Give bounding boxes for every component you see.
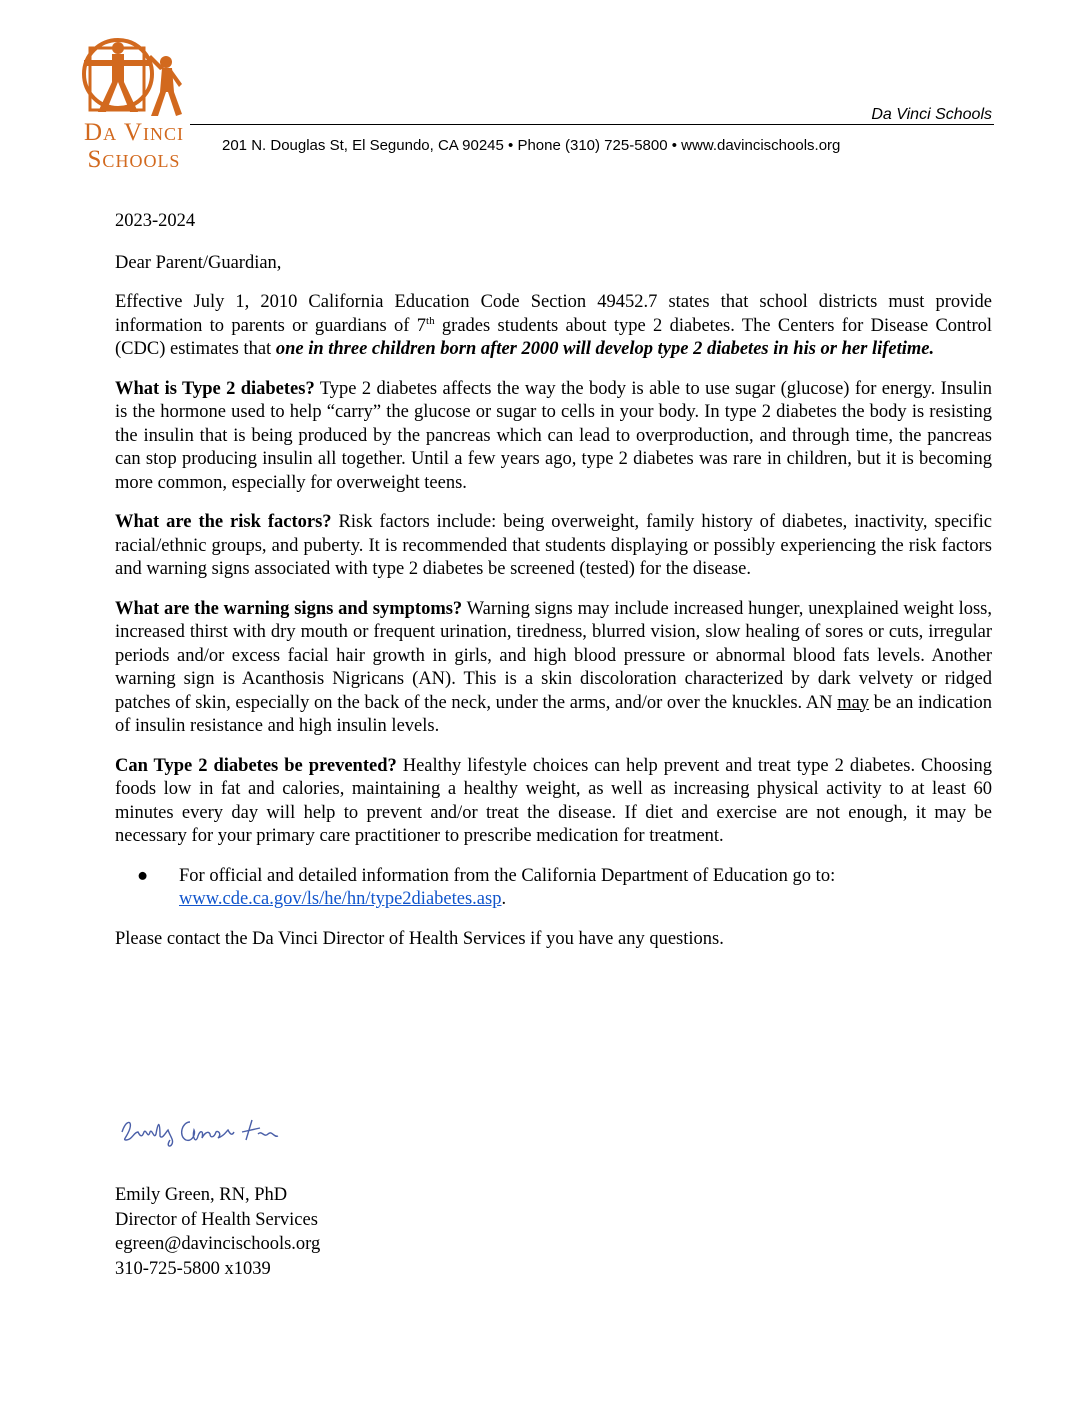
letter-body [115, 210, 992, 967]
bullet-item [137, 865, 992, 912]
section-warning-signs [115, 598, 992, 739]
signer-name: Emily Green, RN, PhD [115, 1185, 288, 1205]
section-body: Warning signs may include increased hunger, unexplained weight loss, increased thirst with dry mouth or frequent urination, tiredness, blurred vision, slow healing of sores or cuts, irregular periods and/or excess facial hair growth in girls, and high blood pressure or abnormal blood fats levels. Another warning sign is Acanthosis Nigricans (AN). This is a skin discoloration characterized by dark velvety or ridged patches of skin, especially on the back of the neck, under the arms, and/or over the knuckles. AN [115, 598, 993, 713]
intro-paragraph [115, 291, 992, 362]
intro-superscript: th [426, 314, 435, 327]
signer-phone: 310-725-5800 x1039 [115, 1258, 271, 1279]
underlined-word: may [837, 692, 870, 713]
section-risk-factors [115, 511, 992, 582]
intro-emphasis: one in three children born after 2000 will develop type 2 diabetes in his or her lifetime. [275, 339, 935, 359]
section-body: Healthy lifestyle choices can help prevent and treat type 2 diabetes. Choosing foods low in fat and calories, maintaining a healthy weight, as well as increasing physical activity to at least 60 minutes every day will help to prevent and/or treat the disease. If diet and exercise are not enough, it may be necessary for your primary care practitioner to prescribe medication for treatment. [115, 755, 992, 846]
section-prevention [115, 755, 992, 849]
signer-email: egreen@davincischools.org [115, 1234, 321, 1254]
header-org-name: Da Vinci Schools [871, 106, 992, 123]
section-heading: What is Type 2 diabetes? [115, 378, 315, 399]
salutation: Dear Parent/Guardian, [115, 252, 282, 273]
header-address: 201 N. Douglas St, El Segundo, CA 90245 • Phone (310) 725-5800 • www.davincischools.org [222, 137, 841, 154]
signature-icon [118, 1110, 298, 1150]
bullet-text-block [179, 865, 992, 912]
letter-year: 2023-2024 [115, 211, 196, 231]
section-heading: Can Type 2 diabetes be prevented? [115, 755, 397, 776]
closing-sentence: Please contact the Da Vinci Director of Health Services if you have any questions. [115, 928, 724, 949]
intro-text-2: grades students about type 2 diabetes. The Centers for Disease Control (CDC) estimates that [115, 315, 993, 359]
bullet-marker: ● [137, 865, 149, 886]
section-body-end: be an indication of insulin resistance and high insulin levels. [115, 692, 992, 736]
da-vinci-logo [78, 34, 190, 174]
signature-block [115, 1183, 320, 1281]
cde-diabetes-link[interactable]: www.cde.ca.gov/ls/he/hn/type2diabetes.asp [179, 889, 502, 909]
handwritten-signature [118, 1110, 298, 1150]
logo-word-line1: Da Vinci [84, 119, 184, 146]
section-heading: What are the warning signs and symptoms? [115, 598, 463, 619]
bullet-text: For official and detailed information from the California Department of Education go to: [179, 865, 836, 886]
signer-title: Director of Health Services [115, 1209, 318, 1230]
section-what-is [115, 378, 992, 496]
section-heading: What are the risk factors? [115, 512, 332, 532]
intro-text-1: Effective July 1, 2010 California Education Code Section 49452.7 states that school districts must provide information to parents or guardians of 7 [115, 292, 992, 336]
section-body: Risk factors include: being overweight, family history of diabetes, inactivity, specific racial/ethnic groups, and puberty. It is recommended that students displaying or possibly experiencing the risk factors and warning signs associated with type 2 diabetes be screened (tested) for the disease. [115, 512, 993, 579]
vitruvian-figures-icon [78, 34, 190, 124]
header-divider [190, 124, 994, 125]
section-body: Type 2 diabetes affects the way the body is able to use sugar (glucose) for energy. Insulin is the hormone used to help “carry” the glucose or sugar to cells in your body. In type 2 diabetes the body is resisting the insulin that is being produced by the pancreas which can lead to overproduction, and through time, the pancreas can stop producing insulin all together. Until a few years ago, type 2 diabetes was rare in children, but it is becoming more common, especially for overweight teens. [115, 378, 992, 493]
logo-word-line2: Schools [87, 146, 181, 173]
bullet-trailing: . [501, 889, 507, 909]
